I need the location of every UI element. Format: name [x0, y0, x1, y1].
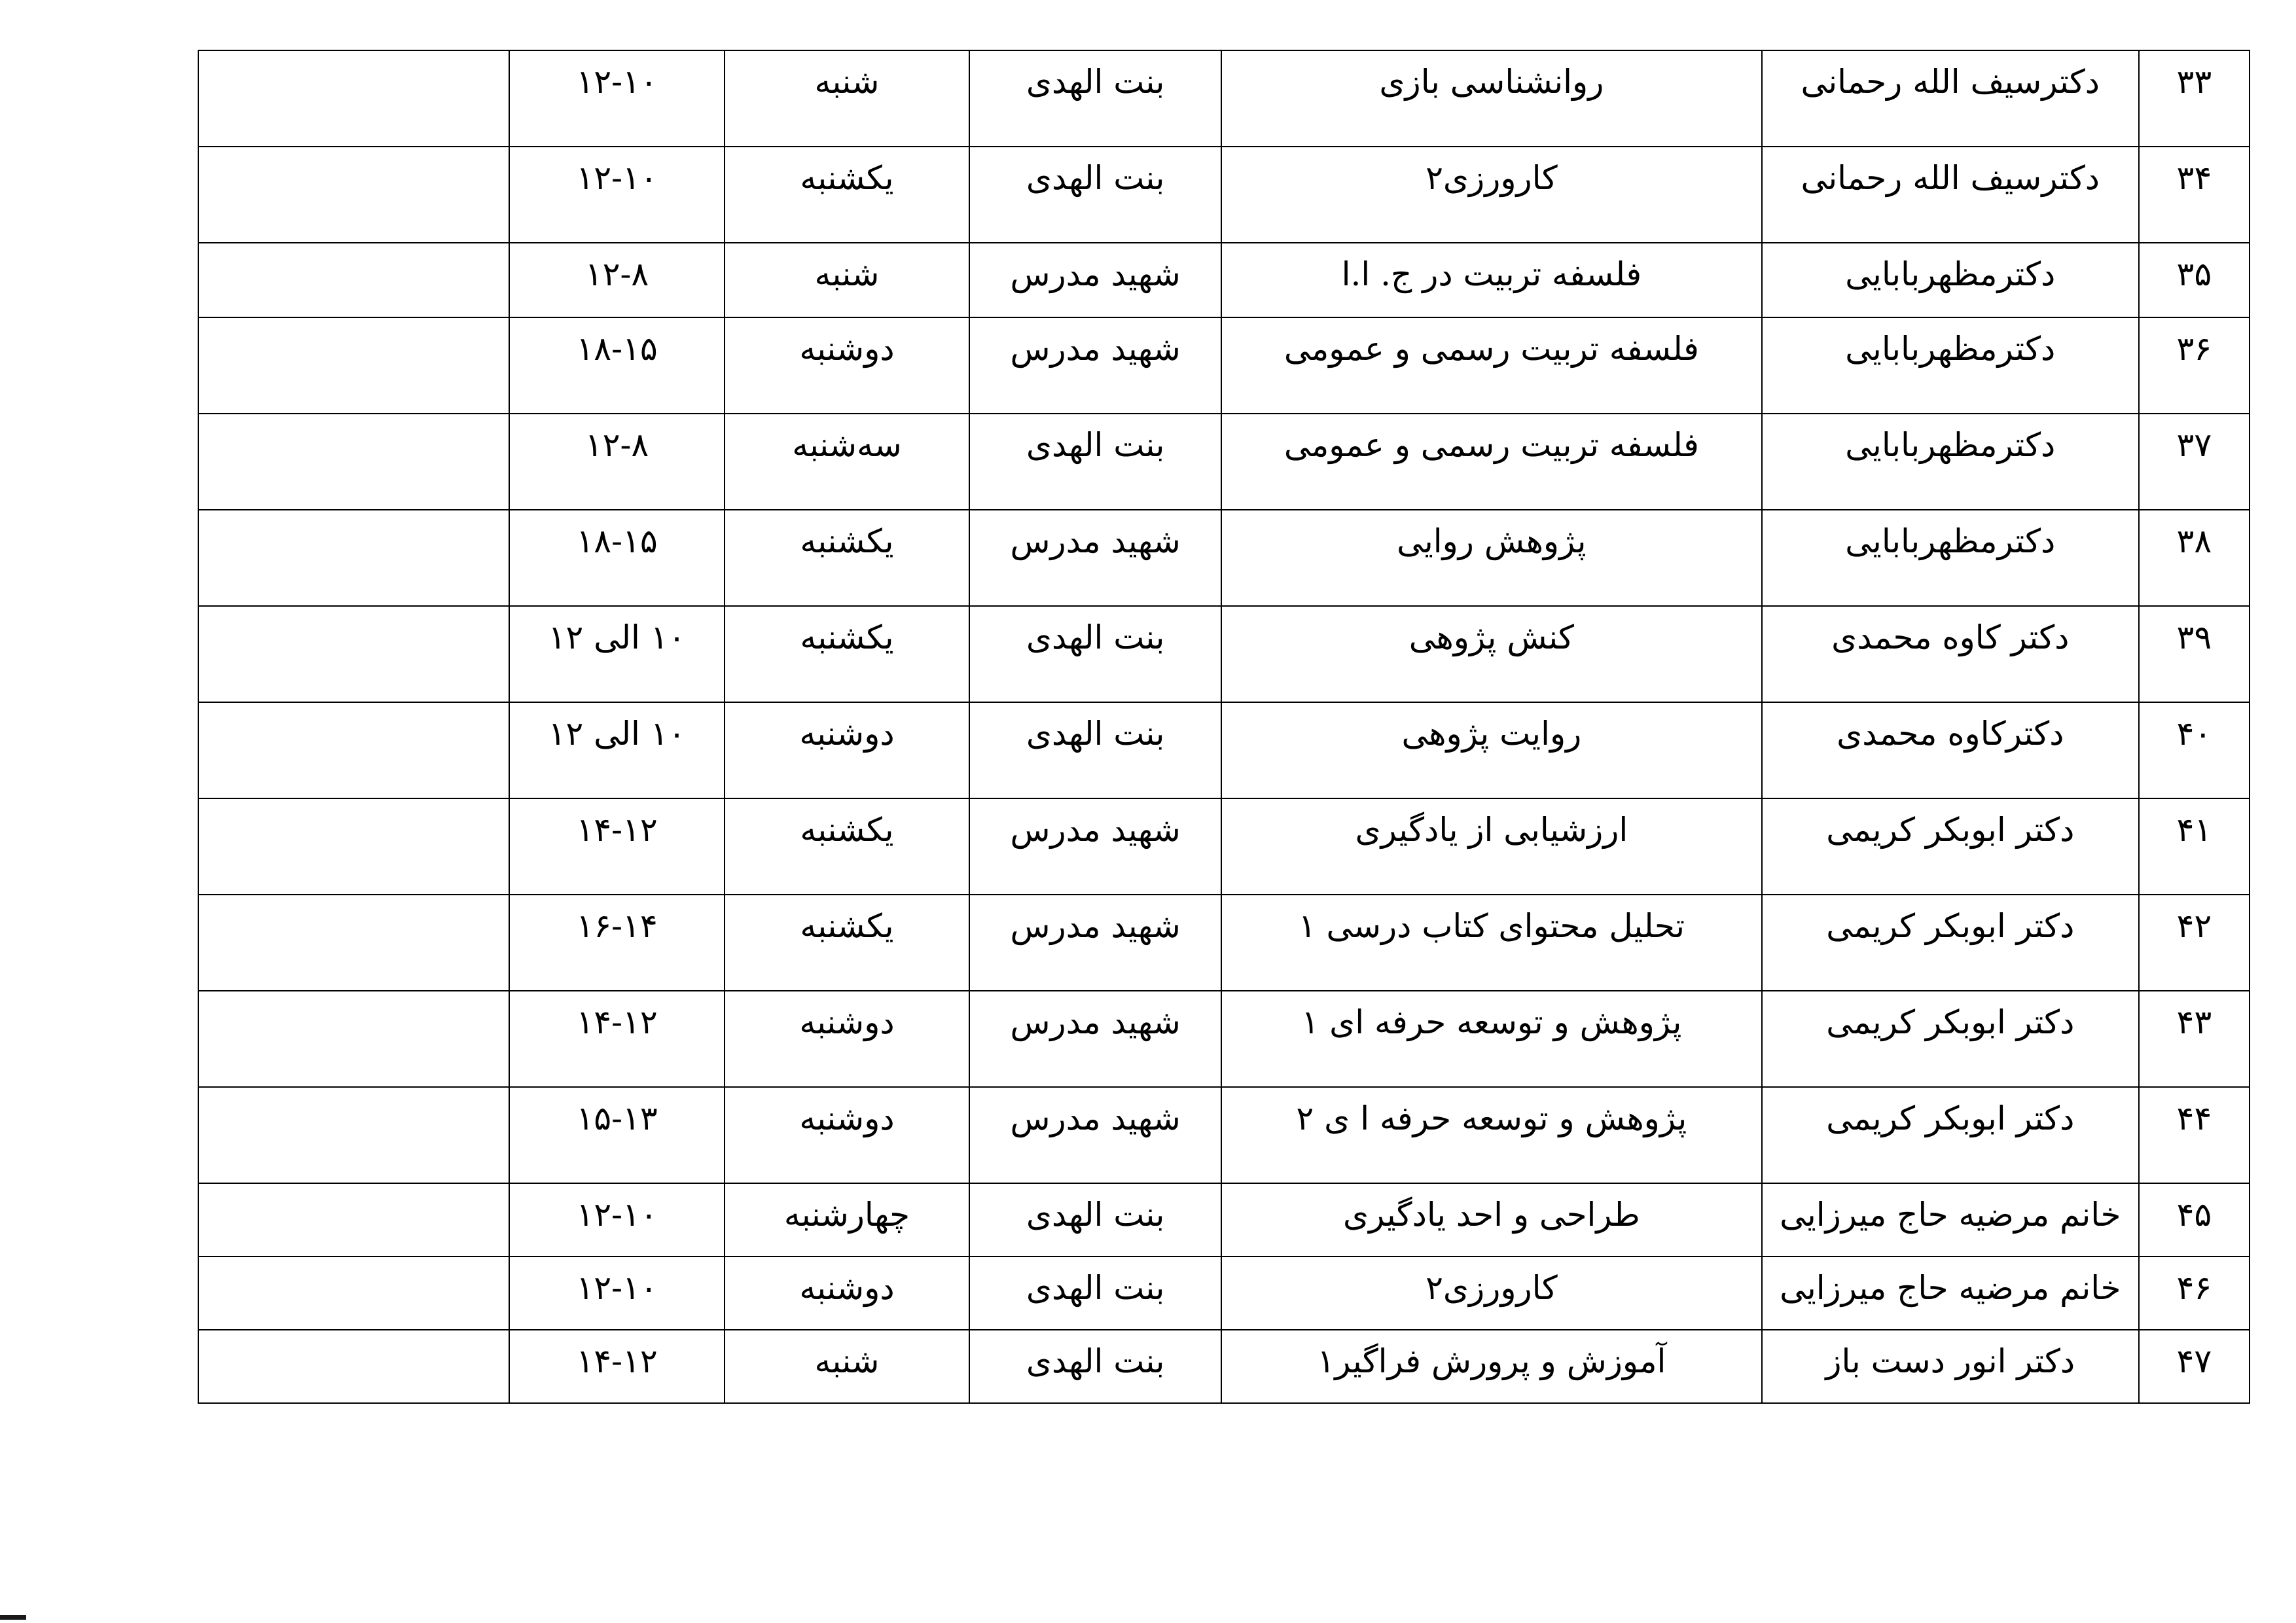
location-cell-text: شهید مدرس — [1010, 1099, 1181, 1137]
day-cell-text: یکشنبه — [800, 907, 894, 945]
day-cell — [725, 606, 970, 702]
location-cell-text: بنت الهدی — [1026, 159, 1165, 197]
day-cell — [725, 1183, 970, 1257]
notes-cell-text — [203, 895, 505, 910]
time-cell — [509, 414, 724, 510]
course-cell — [1221, 991, 1762, 1087]
day-cell-text: شنبه — [814, 1342, 880, 1380]
course-cell-text: کارورزی۲ — [1426, 159, 1558, 197]
footer-logo-bar — [0, 1615, 26, 1620]
row-number-cell — [2139, 991, 2250, 1087]
time-cell — [509, 1183, 724, 1257]
day-cell-text: شنبه — [814, 63, 880, 101]
course-cell — [1221, 606, 1762, 702]
notes-cell-text — [203, 510, 505, 525]
day-cell — [725, 702, 970, 798]
course-cell — [1221, 147, 1762, 243]
time-cell-text: ۱۸-۱۵ — [576, 522, 658, 560]
teacher-cell-text: دکتر ابوبکر کریمی — [1826, 811, 2075, 849]
day-cell-text: چهارشنبه — [783, 1196, 910, 1234]
time-cell — [509, 1330, 724, 1403]
row-number-cell-text: ۳۳ — [2176, 63, 2212, 101]
location-cell-text: بنت الهدی — [1026, 1269, 1165, 1307]
row-number-cell-text: ۳۴ — [2176, 159, 2212, 197]
row-number-cell-text: ۳۷ — [2176, 426, 2212, 464]
day-cell-text: یکشنبه — [800, 522, 894, 560]
course-cell-text: پژوهش روایی — [1397, 522, 1587, 560]
notes-cell-text — [203, 703, 505, 717]
teacher-cell-text: دکتر انور دست باز — [1825, 1342, 2075, 1380]
table-row — [198, 1183, 2250, 1257]
course-cell-text: ارزشیابی از یادگیری — [1355, 811, 1628, 849]
time-cell-text: ۱۲-۸ — [584, 255, 649, 293]
row-number-cell — [2139, 895, 2250, 991]
course-cell-text: پژوهش و توسعه حرفه ای ۱ — [1301, 1003, 1682, 1041]
teacher-cell-text: دکتر ابوبکر کریمی — [1826, 1003, 2075, 1041]
teacher-cell-text: دکترسیف الله رحمانی — [1801, 63, 2100, 101]
location-cell-text: بنت الهدی — [1026, 618, 1165, 656]
teacher-cell — [1762, 317, 2139, 414]
table-row — [198, 702, 2250, 798]
time-cell — [509, 510, 724, 606]
course-cell — [1221, 1330, 1762, 1403]
teacher-cell — [1762, 1257, 2139, 1330]
course-cell — [1221, 50, 1762, 147]
notes-cell — [198, 317, 509, 414]
time-cell — [509, 991, 724, 1087]
notes-cell — [198, 1087, 509, 1183]
time-cell — [509, 1257, 724, 1330]
day-cell-text: یکشنبه — [800, 159, 894, 197]
row-number-cell — [2139, 702, 2250, 798]
notes-cell — [198, 414, 509, 510]
schedule-table — [198, 50, 2250, 1404]
day-cell-text: یکشنبه — [800, 618, 894, 656]
time-cell-text: ۱۵-۱۳ — [576, 1099, 658, 1137]
location-cell-text: بنت الهدی — [1026, 63, 1165, 101]
time-cell — [509, 895, 724, 991]
notes-cell-text — [203, 243, 505, 258]
row-number-cell — [2139, 798, 2250, 895]
teacher-cell — [1762, 991, 2139, 1087]
teacher-cell-text: دکترمظهربابایی — [1845, 330, 2056, 368]
day-cell — [725, 414, 970, 510]
notes-cell — [198, 702, 509, 798]
location-cell — [969, 606, 1221, 702]
notes-cell-text — [203, 607, 505, 621]
teacher-cell-text: خانم مرضیه حاج میرزایی — [1780, 1196, 2121, 1234]
time-cell — [509, 317, 724, 414]
location-cell — [969, 243, 1221, 317]
table-row — [198, 798, 2250, 895]
notes-cell-text — [203, 414, 505, 429]
location-cell-text: شهید مدرس — [1010, 1003, 1181, 1041]
time-cell-text: ۱۴-۱۲ — [576, 1003, 658, 1041]
notes-cell — [198, 1183, 509, 1257]
row-number-cell — [2139, 317, 2250, 414]
teacher-cell — [1762, 243, 2139, 317]
time-cell — [509, 50, 724, 147]
time-cell-text: ۱۲-۸ — [584, 426, 649, 464]
time-cell-text: ۱۰ الی ۱۲ — [548, 715, 686, 753]
teacher-cell — [1762, 798, 2139, 895]
table-row — [198, 147, 2250, 243]
row-number-cell-text: ۴۱ — [2176, 811, 2212, 849]
teacher-cell-text: دکترمظهربابایی — [1845, 255, 2056, 293]
day-cell — [725, 50, 970, 147]
notes-cell-text — [203, 991, 505, 1006]
row-number-cell-text: ۳۹ — [2176, 618, 2212, 656]
notes-cell-text — [203, 1330, 505, 1345]
course-cell — [1221, 1087, 1762, 1183]
course-cell-text: کارورزی۲ — [1426, 1269, 1558, 1307]
day-cell-text: دوشنبه — [799, 1003, 895, 1041]
location-cell — [969, 317, 1221, 414]
notes-cell — [198, 895, 509, 991]
table-row — [198, 510, 2250, 606]
course-cell — [1221, 1183, 1762, 1257]
time-cell-text: ۱۰ الی ۱۲ — [548, 618, 686, 656]
day-cell-text: شنبه — [814, 255, 880, 293]
row-number-cell-text: ۴۵ — [2176, 1196, 2212, 1234]
location-cell — [969, 414, 1221, 510]
course-cell-text: طراحی و احد یادگیری — [1343, 1196, 1640, 1234]
day-cell-text: دوشنبه — [799, 1269, 895, 1307]
teacher-cell — [1762, 895, 2139, 991]
location-cell — [969, 510, 1221, 606]
day-cell — [725, 243, 970, 317]
row-number-cell — [2139, 147, 2250, 243]
day-cell — [725, 1330, 970, 1403]
row-number-cell-text: ۴۷ — [2176, 1342, 2212, 1380]
time-cell — [509, 798, 724, 895]
location-cell-text: شهید مدرس — [1010, 907, 1181, 945]
day-cell-text: دوشنبه — [799, 1099, 895, 1137]
location-cell-text: شهید مدرس — [1010, 522, 1181, 560]
course-cell-text: تحلیل محتوای کتاب درسی ۱ — [1298, 907, 1685, 945]
location-cell — [969, 1183, 1221, 1257]
time-cell-text: ۱۸-۱۵ — [576, 330, 658, 368]
time-cell — [509, 243, 724, 317]
time-cell-text: ۱۴-۱۲ — [576, 1342, 658, 1380]
course-cell-text: پژوهش و توسعه حرفه ا ی ۲ — [1296, 1099, 1687, 1137]
location-cell — [969, 895, 1221, 991]
footer-logo — [0, 1614, 52, 1620]
teacher-cell — [1762, 147, 2139, 243]
day-cell — [725, 1087, 970, 1183]
notes-cell — [198, 50, 509, 147]
row-number-cell-text: ۴۲ — [2176, 907, 2212, 945]
teacher-cell-text: دکترمظهربابایی — [1845, 426, 2056, 464]
table-row — [198, 414, 2250, 510]
location-cell-text: بنت الهدی — [1026, 1196, 1165, 1234]
time-cell — [509, 606, 724, 702]
course-cell-text: فلسفه تربیت در ج. ا.ا — [1341, 255, 1642, 293]
table-row — [198, 1330, 2250, 1403]
teacher-cell — [1762, 414, 2139, 510]
notes-cell — [198, 1330, 509, 1403]
day-cell-text: سه‌شنبه — [792, 426, 902, 464]
time-cell-text: ۱۴-۱۲ — [576, 811, 658, 849]
course-cell — [1221, 414, 1762, 510]
table-row — [198, 606, 2250, 702]
location-cell-text: بنت الهدی — [1026, 426, 1165, 464]
location-cell — [969, 798, 1221, 895]
teacher-cell — [1762, 702, 2139, 798]
row-number-cell — [2139, 243, 2250, 317]
location-cell — [969, 1330, 1221, 1403]
time-cell-text: ۱۲-۱۰ — [576, 63, 658, 101]
time-cell — [509, 1087, 724, 1183]
location-cell — [969, 991, 1221, 1087]
time-cell-text: ۱۲-۱۰ — [576, 159, 658, 197]
teacher-cell — [1762, 1330, 2139, 1403]
notes-cell-text — [203, 51, 505, 65]
location-cell — [969, 702, 1221, 798]
notes-cell-text — [203, 1184, 505, 1198]
location-cell — [969, 147, 1221, 243]
notes-cell-text — [203, 1257, 505, 1272]
row-number-cell — [2139, 1257, 2250, 1330]
day-cell — [725, 991, 970, 1087]
teacher-cell-text: دکترمظهربابایی — [1845, 522, 2056, 560]
location-cell — [969, 1087, 1221, 1183]
time-cell-text: ۱۲-۱۰ — [576, 1196, 658, 1234]
row-number-cell-text: ۳۸ — [2176, 522, 2212, 560]
course-cell-text: آموزش و پرورش فراگیر۱ — [1317, 1342, 1666, 1380]
course-cell — [1221, 702, 1762, 798]
teacher-cell — [1762, 50, 2139, 147]
notes-cell-text — [203, 318, 505, 332]
table-row — [198, 1257, 2250, 1330]
day-cell-text: دوشنبه — [799, 715, 895, 753]
location-cell — [969, 1257, 1221, 1330]
course-cell-text: فلسفه تربیت رسمی و عمومی — [1283, 426, 1699, 464]
course-cell — [1221, 895, 1762, 991]
notes-cell-text — [203, 799, 505, 813]
course-cell — [1221, 798, 1762, 895]
notes-cell — [198, 1257, 509, 1330]
day-cell-text: دوشنبه — [799, 330, 895, 368]
row-number-cell — [2139, 606, 2250, 702]
row-number-cell-text: ۴۳ — [2176, 1003, 2212, 1041]
teacher-cell-text: دکترسیف الله رحمانی — [1801, 159, 2100, 197]
day-cell — [725, 147, 970, 243]
course-cell-text: روانشناسی بازی — [1379, 63, 1604, 101]
location-cell-text: شهید مدرس — [1010, 811, 1181, 849]
day-cell — [725, 1257, 970, 1330]
teacher-cell — [1762, 510, 2139, 606]
row-number-cell — [2139, 1183, 2250, 1257]
course-cell-text: روایت پژوهی — [1401, 715, 1582, 753]
time-cell-text: ۱۲-۱۰ — [576, 1269, 658, 1307]
course-cell — [1221, 317, 1762, 414]
time-cell — [509, 147, 724, 243]
table-row — [198, 50, 2250, 147]
course-cell — [1221, 243, 1762, 317]
day-cell — [725, 895, 970, 991]
location-cell — [969, 50, 1221, 147]
notes-cell — [198, 606, 509, 702]
teacher-cell-text: دکتر ابوبکر کریمی — [1826, 907, 2075, 945]
day-cell — [725, 510, 970, 606]
row-number-cell-text: ۳۵ — [2176, 255, 2212, 293]
row-number-cell — [2139, 50, 2250, 147]
day-cell-text: یکشنبه — [800, 811, 894, 849]
location-cell-text: شهید مدرس — [1010, 330, 1181, 368]
time-cell-text: ۱۶-۱۴ — [576, 907, 658, 945]
table-row — [198, 1087, 2250, 1183]
teacher-cell — [1762, 1183, 2139, 1257]
teacher-cell — [1762, 1087, 2139, 1183]
location-cell-text: بنت الهدی — [1026, 1342, 1165, 1380]
notes-cell — [198, 798, 509, 895]
row-number-cell-text: ۴۴ — [2176, 1099, 2212, 1137]
row-number-cell — [2139, 1330, 2250, 1403]
row-number-cell — [2139, 414, 2250, 510]
schedule-body — [198, 50, 2250, 1403]
course-cell — [1221, 1257, 1762, 1330]
row-number-cell-text: ۴۰ — [2176, 715, 2212, 753]
table-row — [198, 317, 2250, 414]
row-number-cell-text: ۴۶ — [2176, 1269, 2212, 1307]
course-cell-text: فلسفه تربیت رسمی و عمومی — [1283, 330, 1699, 368]
row-number-cell-text: ۳۶ — [2176, 330, 2212, 368]
location-cell-text: شهید مدرس — [1010, 255, 1181, 293]
teacher-cell — [1762, 606, 2139, 702]
notes-cell-text — [203, 147, 505, 162]
day-cell — [725, 317, 970, 414]
notes-cell-text — [203, 1088, 505, 1102]
course-cell — [1221, 510, 1762, 606]
teacher-cell-text: دکتر ابوبکر کریمی — [1826, 1099, 2075, 1137]
table-row — [198, 243, 2250, 317]
course-cell-text: کنش پژوهی — [1408, 618, 1574, 656]
notes-cell — [198, 991, 509, 1087]
day-cell — [725, 798, 970, 895]
notes-cell — [198, 147, 509, 243]
notes-cell — [198, 510, 509, 606]
teacher-cell-text: دکترکاوه محمدی — [1837, 715, 2064, 753]
teacher-cell-text: خانم مرضیه حاج میرزایی — [1780, 1269, 2121, 1307]
row-number-cell — [2139, 510, 2250, 606]
time-cell — [509, 702, 724, 798]
notes-cell — [198, 243, 509, 317]
table-row — [198, 895, 2250, 991]
location-cell-text: بنت الهدی — [1026, 715, 1165, 753]
teacher-cell-text: دکتر کاوه محمدی — [1831, 618, 2070, 656]
table-row — [198, 991, 2250, 1087]
row-number-cell — [2139, 1087, 2250, 1183]
